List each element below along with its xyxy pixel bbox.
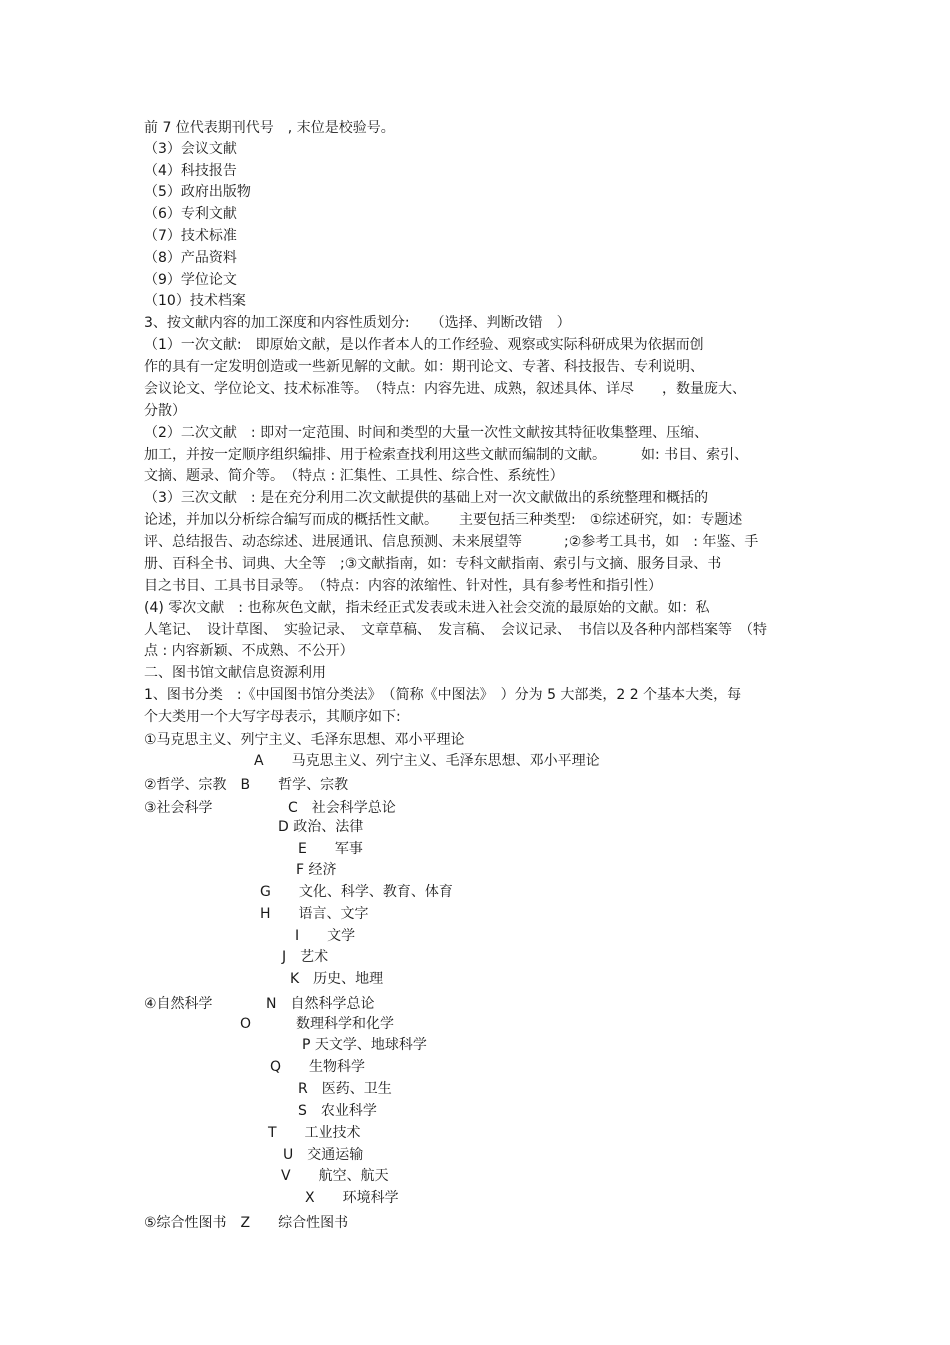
class-group: ④自然科学: [144, 996, 213, 1012]
text-line: 文摘、题录、简介等。 （特点 : 汇集性、工具性、综合性、系统性）: [144, 468, 564, 484]
class-entry: K 历史、地理: [290, 971, 384, 987]
text-line: （2）二次文献 : 即对一定范围、时间和类型的大量一次性文献按其特征收集整理、压缩、: [144, 425, 709, 441]
class-entry: N 自然科学总论: [266, 996, 375, 1012]
class-entry: I 文学: [295, 928, 356, 944]
text-line: 前 7 位代表期刊代号 , 末位是校验号。: [144, 120, 395, 136]
text-line: (4) 零次文献 : 也称灰色文献，指未经正式发表或未进入社会交流的最原始的文献。如：私: [144, 600, 710, 616]
text-line: （3）会议文献: [144, 141, 237, 157]
class-entry: E 军事: [298, 841, 363, 857]
class-entry: J 艺术: [282, 949, 329, 965]
text-line: 评、总结报告、动态综述、进展通讯、信息预测、未来展望等 ;②参考工具书，如 : 年鉴、手: [144, 534, 759, 550]
text-line: （1）一次文献: 即原始文献，是以作者本人的工作经验、观察或实际科研成果为依据而创: [144, 337, 704, 353]
text-line: 加工，并按一定顺序组织编排、用于检索查找利用这些文献而编制的文献。 如: 书目、索引、: [144, 447, 749, 463]
class-code: O: [240, 1016, 252, 1032]
class-entry: P 天文学、地球科学: [302, 1037, 427, 1053]
text-line: 会议论文、学位论文、技术标准等。 （特点：内容先进、成熟，叙述具体、详尽 ，数量庞大、: [144, 381, 746, 397]
text-line: 目之书目、工具书目录等。 （特点：内容的浓缩性、针对性，具有参考性和指引性）: [144, 578, 662, 594]
class-entry: V 航空、航天: [281, 1168, 389, 1184]
class-entry: 数理科学和化学: [296, 1016, 394, 1032]
class-group: ③社会科学: [144, 800, 213, 816]
text-line: 作的具有一定发明创造或一些新见解的文献。如：期刊论文、专著、科技报告、专利说明、: [144, 359, 704, 375]
class-entry: C 社会科学总论: [288, 800, 396, 816]
class-entry: G 文化、科学、教育、体育: [260, 884, 453, 900]
text-line: 分散）: [144, 403, 186, 419]
class-entry: D 政治、法律: [278, 819, 364, 835]
class-entry: S 农业科学: [298, 1103, 377, 1119]
class-group: ②哲学、宗教 B 哲学、宗教: [144, 777, 349, 793]
section-heading: 二、图书馆文献信息资源利用: [144, 665, 326, 681]
class-entry: F 经济: [296, 862, 337, 878]
class-group: ⑤综合性图书 Z 综合性图书: [144, 1215, 349, 1231]
section-heading: 3、按文献内容的加工深度和内容性质划分: （选择、判断改错 ）: [144, 315, 571, 331]
text-line: 1、图书分类 :《中国图书馆分类法》 （简称《中图法》 ）分为 5 大部类，2 2 个基本大类，每: [144, 687, 742, 703]
class-group: ①马克思主义、列宁主义、毛泽东思想、邓小平理论: [144, 732, 465, 748]
text-line: （8）产品资料: [144, 250, 237, 266]
text-line: 个大类用一个大写字母表示，其顺序如下:: [144, 709, 401, 725]
class-entry: T 工业技术: [268, 1125, 361, 1141]
text-line: （9）学位论文: [144, 272, 237, 288]
text-line: 人笔记、 设计草图、 实验记录、 文章草稿、 发言稿、 会议记录、 书信以及各种内部档案等 （特: [144, 622, 767, 638]
text-line: （10）技术档案: [144, 293, 246, 309]
text-line: 点 : 内容新颖、不成熟、不公开）: [144, 643, 354, 659]
text-line: （4）科技报告: [144, 163, 237, 179]
class-entry: R 医药、卫生: [298, 1081, 392, 1097]
class-entry: Q 生物科学: [270, 1059, 366, 1075]
text-line: （5）政府出版物: [144, 184, 251, 200]
class-entry: U 交通运输: [283, 1147, 364, 1163]
text-line: 册、百科全书、词典、大全等 ;③文献指南，如：专科文献指南、索引与文摘、服务目录、书: [144, 556, 722, 572]
class-entry: A 马克思主义、列宁主义、毛泽东思想、邓小平理论: [254, 753, 600, 769]
class-entry: H 语言、文字: [260, 906, 369, 922]
class-entry: X 环境科学: [305, 1190, 399, 1206]
text-line: （6）专利文献: [144, 206, 237, 222]
text-line: 论述，并加以分析综合编写而成的概括性文献。 主要包括三种类型: ①综述研究，如：专题述: [144, 512, 743, 528]
text-line: （7）技术标准: [144, 228, 237, 244]
text-line: （3）三次文献 : 是在充分利用二次文献提供的基础上对一次文献做出的系统整理和概括的: [144, 490, 709, 506]
